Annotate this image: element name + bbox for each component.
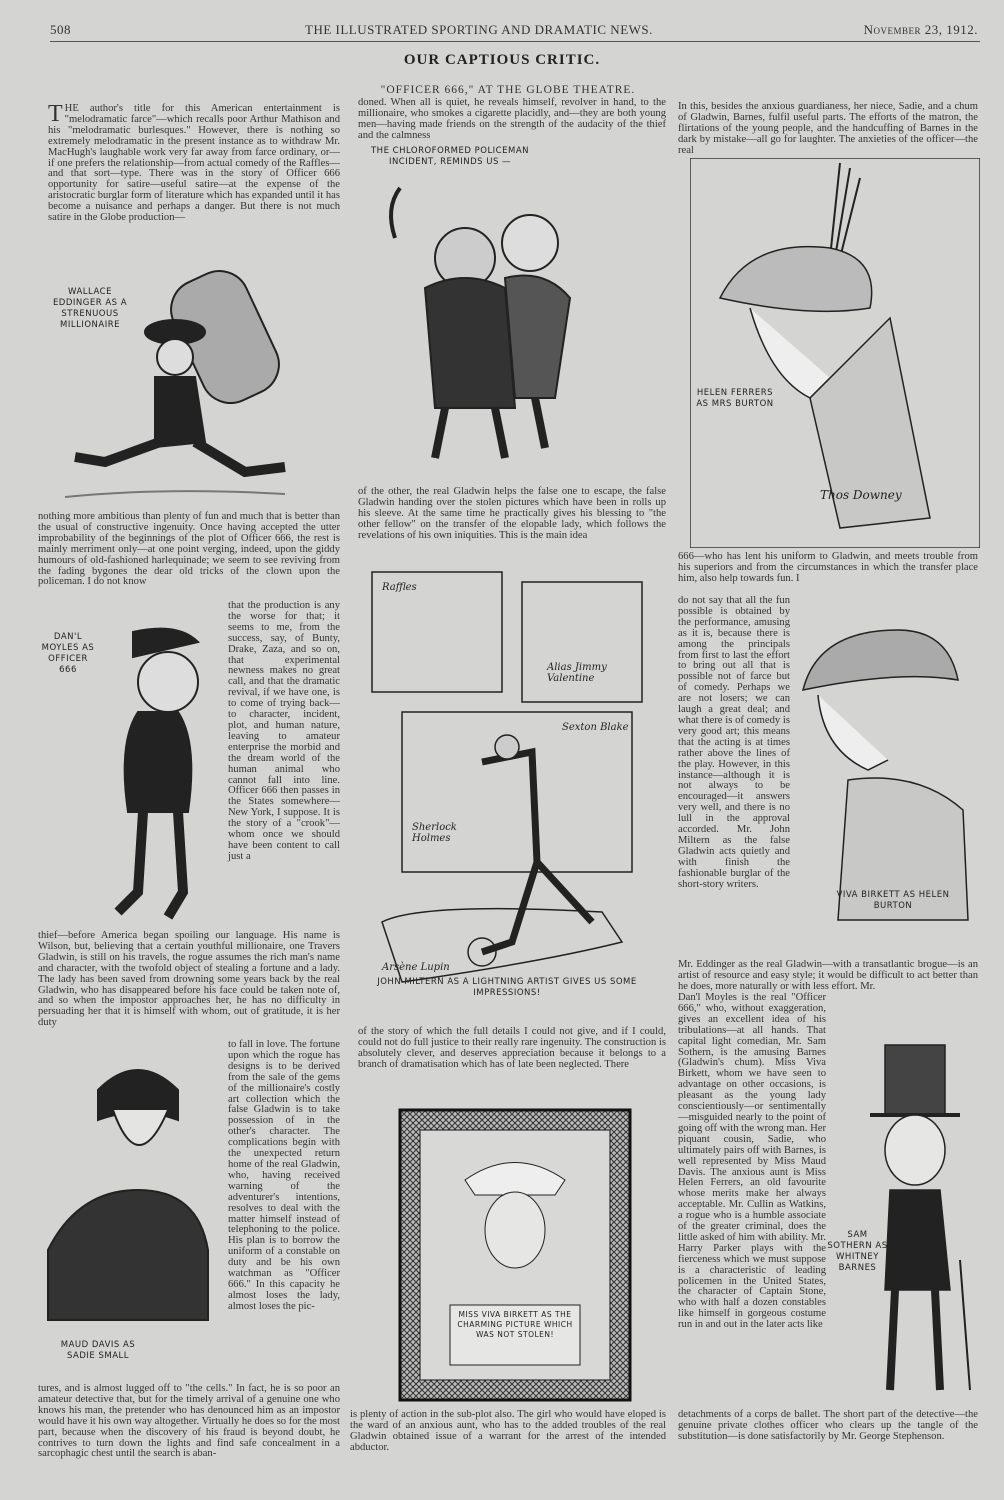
right-narrow-2: Dan'l Moyles is the real "Officer 666," who, without exaggeration, gives an excellent idea of his tribulations—at all hands. That capital light comedian, Mr. Sam Sothern, is the amusing Barnes (Gladwin's chum). Miss Viva Birkett, whom we have seen to advantage on other occasions, is pleasant as the young lady conscientiously—or sentimentally—misguided nearly to the point of going off with the wrong man. Her piquant cousin, Sadie, who ultimately pairs off with Barnes, is well represented by Miss Maud Davis. The anxious aunt is Miss Helen Ferrers, an old favourite whose merits make her always acceptable. Mr. Cullin as Watkins, a rogue who is a humble associate of the greater criminal, does the little asked of him with ability. Mr. Harry Parker plays with the fierceness which we must suppose is a characteristic of leading policemen in the United States, the character of Captain Stone, who with half a dozen constables like himself in gorgeous costume run in and out in the later acts like [678, 992, 826, 1331]
drop-cap: T [48, 101, 63, 127]
caption-moyles: DAN'L MOYLES AS OFFICER 666 [41, 632, 95, 675]
illustration-birkett [798, 600, 983, 955]
right-paragraph-1: In this, besides the anxious guardianess, her niece, Sadie, and a chum of Gladwin, Barnes, fulfil useful parts. The efforts of the matron, the flirtations of the young people, and the handcuffing of Barnes in the dark by mistake—all go for laughter. The anxieties of the officer—the real [678, 101, 978, 156]
left-narrow-2: to fall in love. The fortune upon which the rogue has designs is to be derived from the sale of the gems of the millionaire's costly art collection which the false Gladwin is to take possession of in the other's character. The complications begin with the unexpected return home of the real Gladwin, who, having received warning of the adventurer's intentions, resolves to deal with the matter himself instead of telephoning to the police. His plan is to borrow the uniform of a constable on duty and be his own watchman as "Officer 666." In this capacity he almost loses the lady, almost loses the pic- [228, 1039, 340, 1312]
caption-eddinger: WALLACE EDDINGER AS A STRENUOUS MILLIONAIRE [52, 287, 128, 330]
article-subtitle: "OFFICER 666," AT THE GLOBE THEATRE. [380, 84, 636, 96]
sketch-label-sherlock-holmes: Sherlock Holmes [412, 822, 457, 844]
right-paragraph-4: detachments of a corps de ballet. The short part of the detective—the genuine private clothes officer who clears up the tangle of the substitution—is done satisfactorily by Mr. George Stephenson. [678, 1409, 978, 1442]
caption-chloroform: THE CHLOROFORMED POLICEMAN INCIDENT, REMINDS US — [370, 146, 529, 167]
middle-paragraph-1: doned. When all is quiet, he reveals himself, revolver in hand, to the millionaire, who smokes a cigarette placidly, and—they are both young men—having made friends on the strength of the audacity of the thief and the calmness [358, 97, 666, 141]
illustration-ferrers [690, 158, 980, 548]
right-narrow-1: do not say that all the fun possible is obtained by the performance, amusing as it is, because there is among the principals from first to last the effort to bring out all that is possible not of farce but of comedy. Perhaps we are not losers; we can laugh a great deal; and what there is of comedy is very good art; this means that the acting is at times rather above the lines of the play. However, in this instance—although it is not always to be encouraged—it answers very well, and there is no lull in the approval accorded. Mr. John Miltern as the false Gladwin acts quietly and with finish the fashionable burglar of the short-story writers. [678, 595, 790, 890]
illustration-chloroform [355, 148, 665, 483]
caption-birkett: VIVA BIRKETT AS HELEN BURTON [836, 890, 950, 911]
page-number: 508 [50, 22, 71, 37]
illustration-eddinger [45, 262, 335, 507]
illustration-davis [38, 1050, 223, 1380]
left-paragraph-2: nothing more ambitious than plenty of fun and much that is better than the usual of constructive ingenuity. Once having accepted the utter improbability of the beginnings of the plot of Officer 666, the rest is mainly merriment only—at one point verging, indeed, upon the giddy humours of old-fashioned harlequinade; we seem to see reviving from the fading bygones the dear old tricks of the clown upon the policeman. I do not know [38, 511, 340, 588]
sketch-label-arsene-lupin: Arsène Lupin [382, 962, 450, 973]
issue-date: November 23, 1912. [863, 22, 978, 37]
artist-signature: Thos Downey [820, 488, 902, 502]
middle-paragraph-2: of the other, the real Gladwin helps the false one to escape, the false Gladwin handing over the stolen pictures which have been in rolls up his sleeve. At the same time he practically gives his blessing to "the other fellow" on the transfer of the elopable lady, which follows the revelations of his own iniquities. This is the main idea [358, 486, 666, 541]
left-paragraph-4: tures, and is almost lugged off to "the cells." In fact, he is so poor an amateur detective that, but for the timely arrival of a genuine one who knows his man, the pretender who has denounced him as an impostor would have it his own way altogether. Virtually he does so for the most part, because when the discovery of his fraud is beyond doubt, he contrives to turn down the lights and find safe concealment in a sarcophagic chest until the search is aban- [38, 1383, 340, 1460]
caption-lightning-artist: JOHN MILTERN AS A LIGHTNING ARTIST GIVES US SOME IMPRESSIONS! [377, 977, 637, 998]
sketch-label-jimmy-valentine: Alias Jimmy Valentine [547, 662, 607, 684]
left-narrow-1: that the production is any the worse for that; it seems to me, from the success, say, of Bunty, Drake, Zaza, and so on, that experimental newness makes no great call, and that the dramatic revival, if we have one, is to come of trying back—to character, incident, plot, and human nature, leaving to amateur enterprise the morbid and the dream world of the human animal who cannot fall into line. Officer 666 then passes in the States somewhere—New York, I suppose. It is the story of a "crook"—whom once we should have been content to call just a [228, 600, 340, 862]
middle-paragraph-4: is plenty of action in the sub-plot also. The girl who would have eloped is the ward of an anxious aunt, who has to the added troubles of the real Gladwin obtained issue of a warrant for the arrest of the intended abductor. [350, 1409, 666, 1453]
illustration-lightning-artist [362, 562, 660, 1020]
left-text-1: HE author's title for this American entertainment is "melodramatic farce"—which recalls poor Arthur Mathison and his "melodramatic burlesques." However, there is nothing so extremely melodramatic in the present instance as to withdraw Mr. MacHugh's laughable work very far away from farce ordinary, or—if one prefers the relationship—from actual comedy of the Raffles—and that sort—type. There was in the story of Officer 666 opportunity for satire—useful satire—at the expense of the aristocratic burglar form of literature which has expanded until it has become a nuisance and perhaps a danger. But there is not much satire in the Globe production— [48, 103, 340, 224]
illustration-moyles [38, 612, 223, 930]
right-paragraph-3: Mr. Eddinger as the real Gladwin—with a transatlantic brogue—is an artist of resource and easy style; it would be difficult to act better than he does, more naturally or with less effort. Mr. [678, 959, 978, 992]
left-paragraph-3: thief—before America began spoiling our language. His name is Wilson, but, believing that a certain youthful millionaire, one Travers Gladwin, is still on his travels, the rogue assumes the rich man's name and character, with the twofold object of stealing a fortune and a lady. The lady has been saved from drowning some years back by the real Gladwin, who has disappeared before his face could be taken note of, and so when the impostor approaches her, he has no difficulty in persuading her that it is himself with whom, out of gratitude, it is her duty [38, 930, 340, 1029]
illustration-sothern [827, 1040, 985, 1405]
illustration-picture [395, 1105, 635, 1405]
caption-davis: MAUD DAVIS AS SADIE SMALL [60, 1340, 136, 1361]
caption-sothern: SAM SOTHERN AS WHITNEY BARNES [827, 1230, 888, 1273]
right-paragraph-2: 666—who has lent his uniform to Gladwin, and meets trouble from his superiors and from the circumstances in which the transfer place him, also help towards fun. I [678, 551, 978, 584]
sketch-label-raffles: Raffles [382, 582, 417, 593]
publication-title: THE ILLUSTRATED SPORTING AND DRAMATIC NEWS. [305, 22, 653, 37]
left-paragraph-1 [48, 101, 340, 224]
header-rule [50, 41, 980, 42]
caption-ferrers: HELEN FERRERS AS MRS BURTON [696, 388, 774, 409]
middle-paragraph-3: of the story of which the full details I could not give, and if I could, could not do full justice to their really rare ingenuity. The construction is absolutely clever, and deserves appreciation because it belongs to a branch of dramatisation which has of late been neglected. There [358, 1026, 666, 1070]
caption-picture: MISS VIVA BIRKETT AS THE CHARMING PICTURE WHICH WAS NOT STOLEN! [457, 1310, 573, 1339]
sketch-label-sexton-blake: Sexton Blake [562, 722, 629, 733]
article-title: OUR CAPTIOUS CRITIC. [403, 52, 601, 68]
